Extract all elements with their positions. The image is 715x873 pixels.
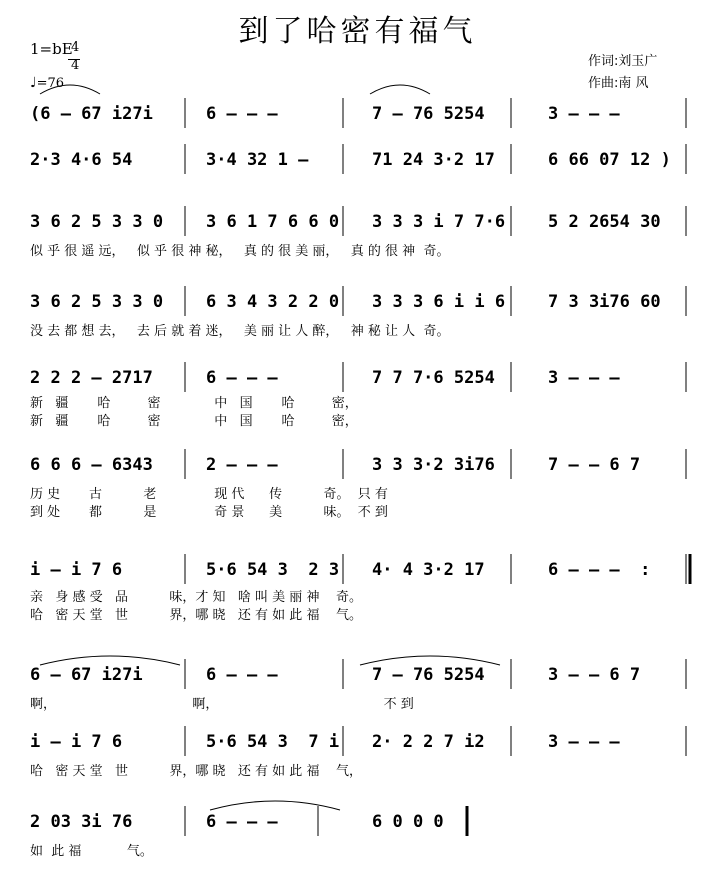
lyric-line: 似 乎 很 遥 远， 似 乎 很 神 秘， 真 的 很 美 丽， 真 的 很 神 奇。 — [30, 244, 450, 259]
measure: 3 6 1 7 6 6 0 — [206, 212, 340, 232]
lyric-line: 啊， 啊， 不 到 — [30, 697, 414, 712]
slur-arc — [40, 656, 180, 665]
lyric-line: 哈 密 天 堂 世 界，哪 晓 还 有 如 此 福 气， — [30, 764, 362, 779]
slur-arc — [210, 801, 340, 810]
measure: 2· 2 2 7 i2 — [372, 732, 485, 752]
lyric-line: 新 疆 哈 密 中 国 哈 密， — [30, 414, 358, 429]
measure: 6 66 07 12 ) — [548, 150, 671, 170]
lyric-line: 哈 密 天 堂 世 界，哪 晓 还 有 如 此 福 气。 — [30, 608, 362, 623]
measure: 5·6 54 3 2 3 — [206, 560, 340, 580]
measure: 3 3 3·2 3i76 — [372, 455, 495, 475]
composer-credit: 作曲:南 风 — [588, 76, 649, 91]
measure: 6 – – – — [206, 665, 278, 685]
measure: 6 0 0 0 — [372, 812, 444, 832]
measure: 3 6 2 5 3 3 0 — [30, 212, 164, 232]
measure: 6 – – – — [206, 104, 278, 124]
tempo-mark — [30, 75, 64, 91]
tempo-value: =76 — [36, 76, 65, 91]
measure: 6 – 67 i27i — [30, 665, 143, 685]
measure: 2 – – – — [206, 455, 278, 475]
measure: 7 – – 6 7 — [548, 455, 641, 475]
measure: i – i 7 6 — [30, 560, 123, 580]
measure: 3 3 3 6 i i 6 — [372, 292, 506, 312]
key-signature: 1=bE — [30, 40, 73, 58]
measure: 3 – – 6 7 — [548, 665, 641, 685]
measure: 6 – – – : — [548, 560, 651, 580]
measure: 6 3 4 3 2 2 0 — [206, 292, 340, 312]
measure: 6 – – – — [206, 368, 278, 388]
measure: 7 7 7·6 5254 — [372, 368, 495, 388]
song-title: 到了哈密有福气 — [238, 14, 477, 49]
lyric-line: 新 疆 哈 密 中 国 哈 密， — [30, 396, 358, 411]
measure: 3 3 3 i 7 7·6 — [372, 212, 506, 232]
lyric-line: 没 去 都 想 去， 去 后 就 着 迷， 美 丽 让 人 醉， 神 秘 让 人 奇。 — [30, 324, 450, 339]
measure: 2 2 2 – 2717 — [30, 368, 153, 388]
time-signature-top: 4 — [71, 40, 80, 55]
measure: 6 – – – — [206, 812, 278, 832]
measure: 4· 4 3·2 17 — [372, 560, 485, 580]
slur-arc — [370, 85, 430, 94]
lyric-line: 到 处 都 是 奇 景 美 味。 不 到 — [30, 505, 388, 520]
measure: 3 – – – — [548, 368, 620, 388]
measure: 7 3 3i76 60 — [548, 292, 661, 312]
measure: 5 2 2654 30 — [548, 212, 661, 232]
measure: 3·4 32 1 – — [206, 150, 309, 170]
measure: 71 24 3·2 17 — [372, 150, 495, 170]
measure: 2 03 3i 76 — [30, 812, 133, 832]
lyricist-credit: 作词:刘玉广 — [588, 54, 658, 69]
measure: i – i 7 6 — [30, 732, 123, 752]
measure: 7 – 76 5254 — [372, 665, 485, 685]
quarter-note-icon: ♩ — [30, 75, 37, 91]
lyric-line: 如 此 福 气。 — [30, 844, 153, 859]
measure: 7 – 76 5254 — [372, 104, 485, 124]
slur-arc — [360, 656, 500, 665]
lyric-line: 亲 身 感 受 品 味，才 知 啥 叫 美 丽 神 奇。 — [30, 590, 362, 605]
measure: 6 6 6 – 6343 — [30, 455, 153, 475]
measure: 3 – – – — [548, 732, 620, 752]
measure: 3 – – – — [548, 104, 620, 124]
measure: 3 6 2 5 3 3 0 — [30, 292, 164, 312]
time-signature-bottom: 4 — [71, 58, 80, 73]
lyric-line: 历 史 古 老 现 代 传 奇。 只 有 — [30, 487, 388, 502]
measure: 5·6 54 3 7 i — [206, 732, 340, 752]
measure: 2·3 4·6 54 — [30, 150, 133, 170]
measure: (6 – 67 i27i — [30, 104, 153, 124]
